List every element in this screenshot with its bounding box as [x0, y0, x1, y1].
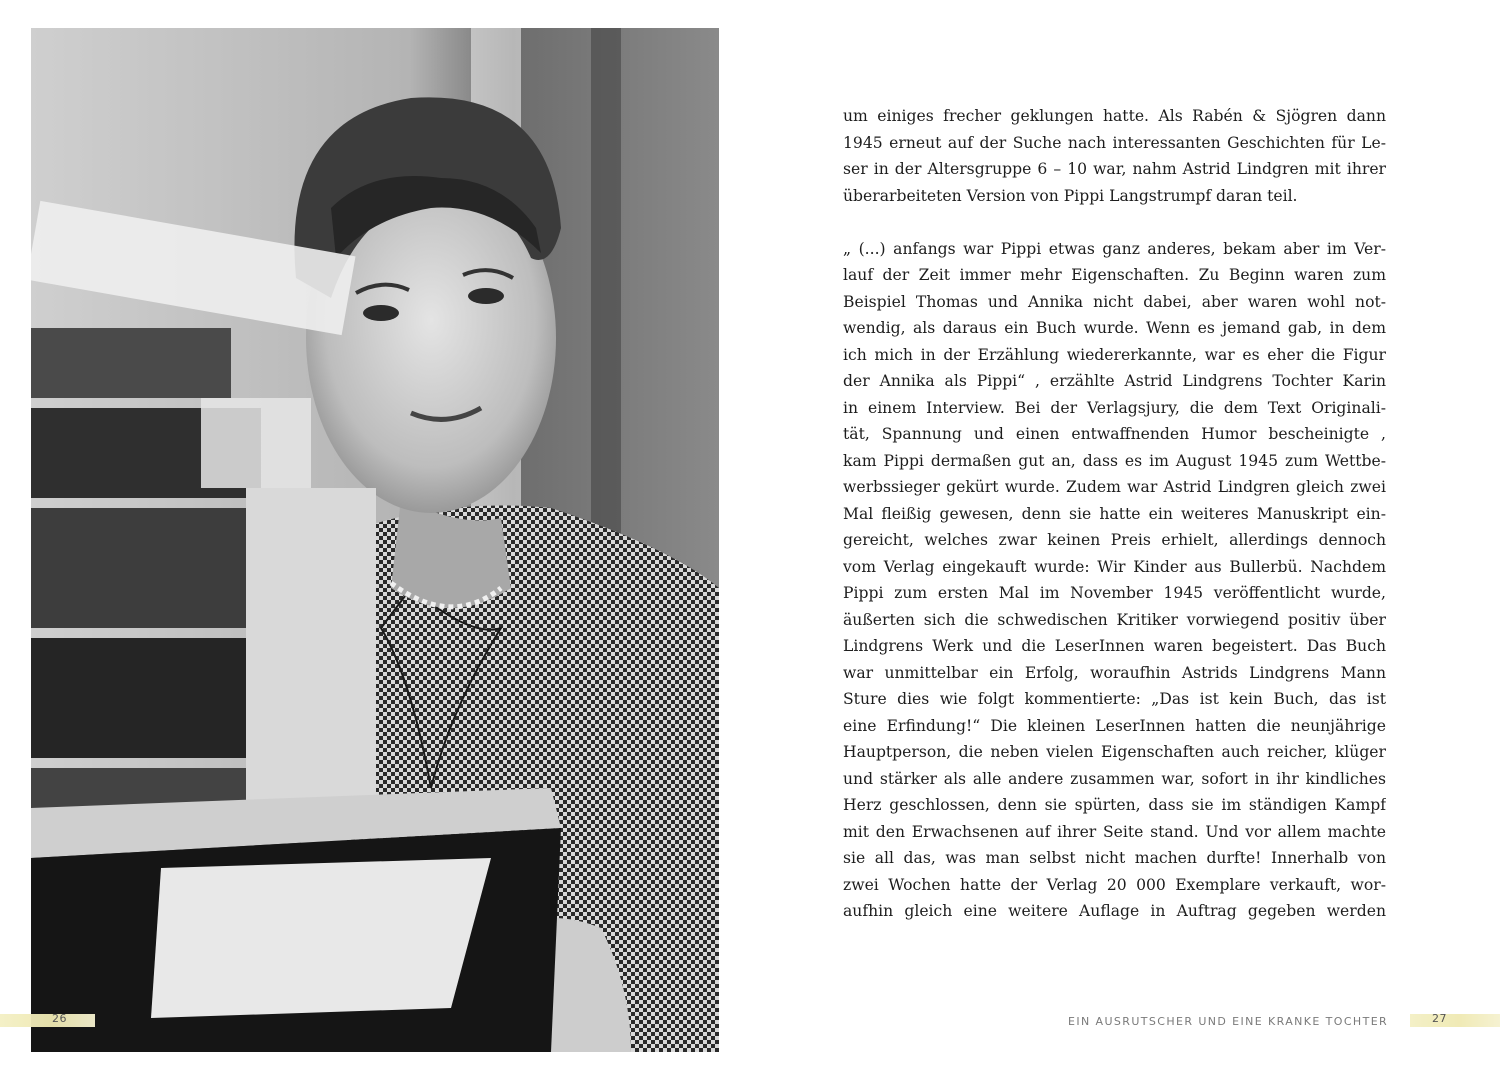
- page-number-left: 26: [52, 1012, 67, 1025]
- text-line: zwei Wochen hatte der Verlag 20 000 Exemplare verkauft, wor-: [843, 875, 1386, 894]
- text-line: ich mich in der Erzählung wiedererkannte, war es eher die Figur: [843, 345, 1386, 364]
- text-line: um einiges frecher geklungen hatte. Als Rabén & Sjögren dann: [843, 107, 1386, 125]
- text-line: 1945 erneut auf der Suche nach interessanten Geschichten für Le-: [843, 133, 1386, 152]
- text-line: Lindgrens Werk und die LeserInnen waren begeistert. Das Buch: [843, 637, 1386, 655]
- text-line: Mal fleißig gewesen, denn sie hatte ein weiteres Manuskript ein-: [843, 504, 1386, 523]
- portrait-photo: [31, 28, 719, 1052]
- text-line: kam Pippi dermaßen gut an, dass es im August 1945 zum Wettbe-: [843, 451, 1386, 470]
- page-number-right: 27: [1432, 1012, 1447, 1025]
- page-number-marker-right: [1410, 1014, 1500, 1027]
- text-line: Sture dies wie folgt kommentierte: „Das ist kein Buch, das ist: [843, 690, 1386, 708]
- page-number-marker-left: [0, 1014, 95, 1027]
- text-line: werbssieger gekürt wurde. Zudem war Astrid Lindgren gleich zwei: [843, 478, 1386, 496]
- text-line: Herz geschlossen, denn sie spürten, dass sie im ständigen Kampf: [843, 796, 1386, 814]
- text-line: wendig, als daraus ein Buch wurde. Wenn es jemand gab, in dem: [843, 319, 1386, 337]
- text-line: war unmittelbar ein Erfolg, woraufhin Astrids Lindgrens Mann: [843, 663, 1386, 682]
- body-text: [843, 103, 1386, 925]
- text-line: Hauptperson, die neben vielen Eigenschaften auch reicher, klüger: [843, 743, 1386, 761]
- text-line: der Annika als Pippi“ , erzählte Astrid Lindgrens Tochter Karin: [843, 372, 1386, 390]
- text-line: in einem Interview. Bei der Verlagsjury, die dem Text Originali-: [843, 398, 1386, 417]
- text-line: überarbeiteten Version von Pippi Langstrumpf daran teil.: [843, 186, 1298, 205]
- text-line: Beispiel Thomas und Annika nicht dabei, aber waren wohl not-: [843, 292, 1386, 311]
- text-line: und stärker als alle andere zusammen war, sofort in ihr kindliches: [843, 769, 1386, 788]
- text-line: sie all das, was man selbst nicht machen durfte! Innerhalb von: [843, 849, 1386, 867]
- text-line: vom Verlag eingekauft wurde: Wir Kinder aus Bullerbü. Nachdem: [843, 557, 1386, 576]
- text-line: ser in der Altersgruppe 6 – 10 war, nahm Astrid Lindgren mit ihrer: [843, 160, 1386, 178]
- text-line: eine Erfindung!“ Die kleinen LeserInnen hatten die neunjährige: [843, 716, 1386, 735]
- portrait-photo-icon: [31, 28, 719, 1052]
- text-line: mit den Erwachsenen auf ihrer Seite stand. Und vor allem machte: [843, 822, 1386, 841]
- paragraph-gap: [843, 209, 1386, 236]
- text-line: „ (...) anfangs war Pippi etwas ganz anderes, bekam aber im Ver-: [843, 239, 1386, 258]
- text-line: äußerten sich die schwedischen Kritiker vorwiegend positiv über: [843, 610, 1386, 629]
- text-line: aufhin gleich eine weitere Auflage in Auftrag gegeben werden: [843, 902, 1386, 920]
- text-line: gereicht, welches zwar keinen Preis erhielt, allerdings dennoch: [843, 531, 1386, 549]
- text-line: Pippi zum ersten Mal im November 1945 veröffentlicht wurde,: [843, 584, 1386, 602]
- text-line: lauf der Zeit immer mehr Eigenschaften. Zu Beginn waren zum: [843, 266, 1386, 284]
- text-line: tät, Spannung und einen entwaffnenden Humor bescheinigte ,: [843, 425, 1386, 443]
- running-head: EIN AUSRUTSCHER UND EINE KRANKE TOCHTER: [1068, 1015, 1389, 1028]
